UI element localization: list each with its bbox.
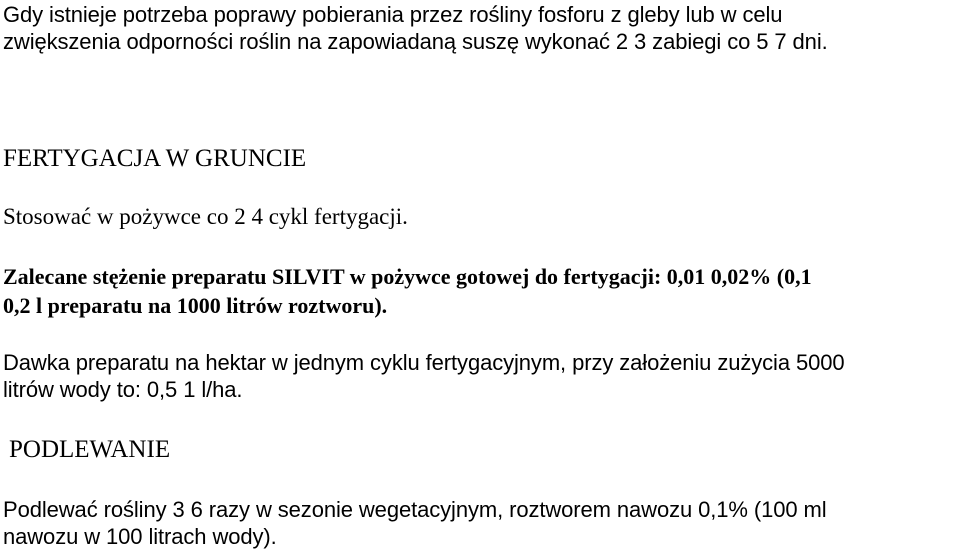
fertygacja-instruction: Stosować w pożywce co 2 4 cykl fertygacji. — [3, 204, 408, 229]
podlewanie-heading: PODLEWANIE — [9, 436, 171, 463]
fertygacja-heading: FERTYGACJA W GRUNCIE — [3, 145, 307, 172]
dose-line-2: litrów wody to: 0,5 1 l/ha. — [3, 377, 243, 402]
intro-line-2: zwiększenia odporności roślin na zapowiadaną suszę wykonać 2 3 zabiegi co 5 7 dni. — [3, 29, 828, 54]
concentration-line-2: 0,2 l preparatu na 1000 litrów roztworu). — [3, 293, 388, 318]
dose-paragraph — [3, 349, 845, 403]
concentration-paragraph — [3, 262, 812, 320]
intro-line-1: Gdy istnieje potrzeba poprawy pobierania przez rośliny fosforu z gleby lub w celu — [3, 2, 783, 27]
podlewanie-paragraph — [3, 496, 827, 550]
podlewanie-line-1: Podlewać rośliny 3 6 razy w sezonie wegetacyjnym, roztworem nawozu 0,1% (100 ml — [3, 497, 827, 522]
dose-line-1: Dawka preparatu na hektar w jednym cyklu fertygacyjnym, przy założeniu zużycia 5000 — [3, 350, 845, 375]
concentration-line-1: Zalecane stężenie preparatu SILVIT w pożywce gotowej do fertygacji: 0,01 0,02% (0,1 — [3, 264, 812, 289]
intro-paragraph — [3, 1, 828, 55]
podlewanie-line-2: nawozu w 100 litrach wody). — [3, 524, 277, 549]
